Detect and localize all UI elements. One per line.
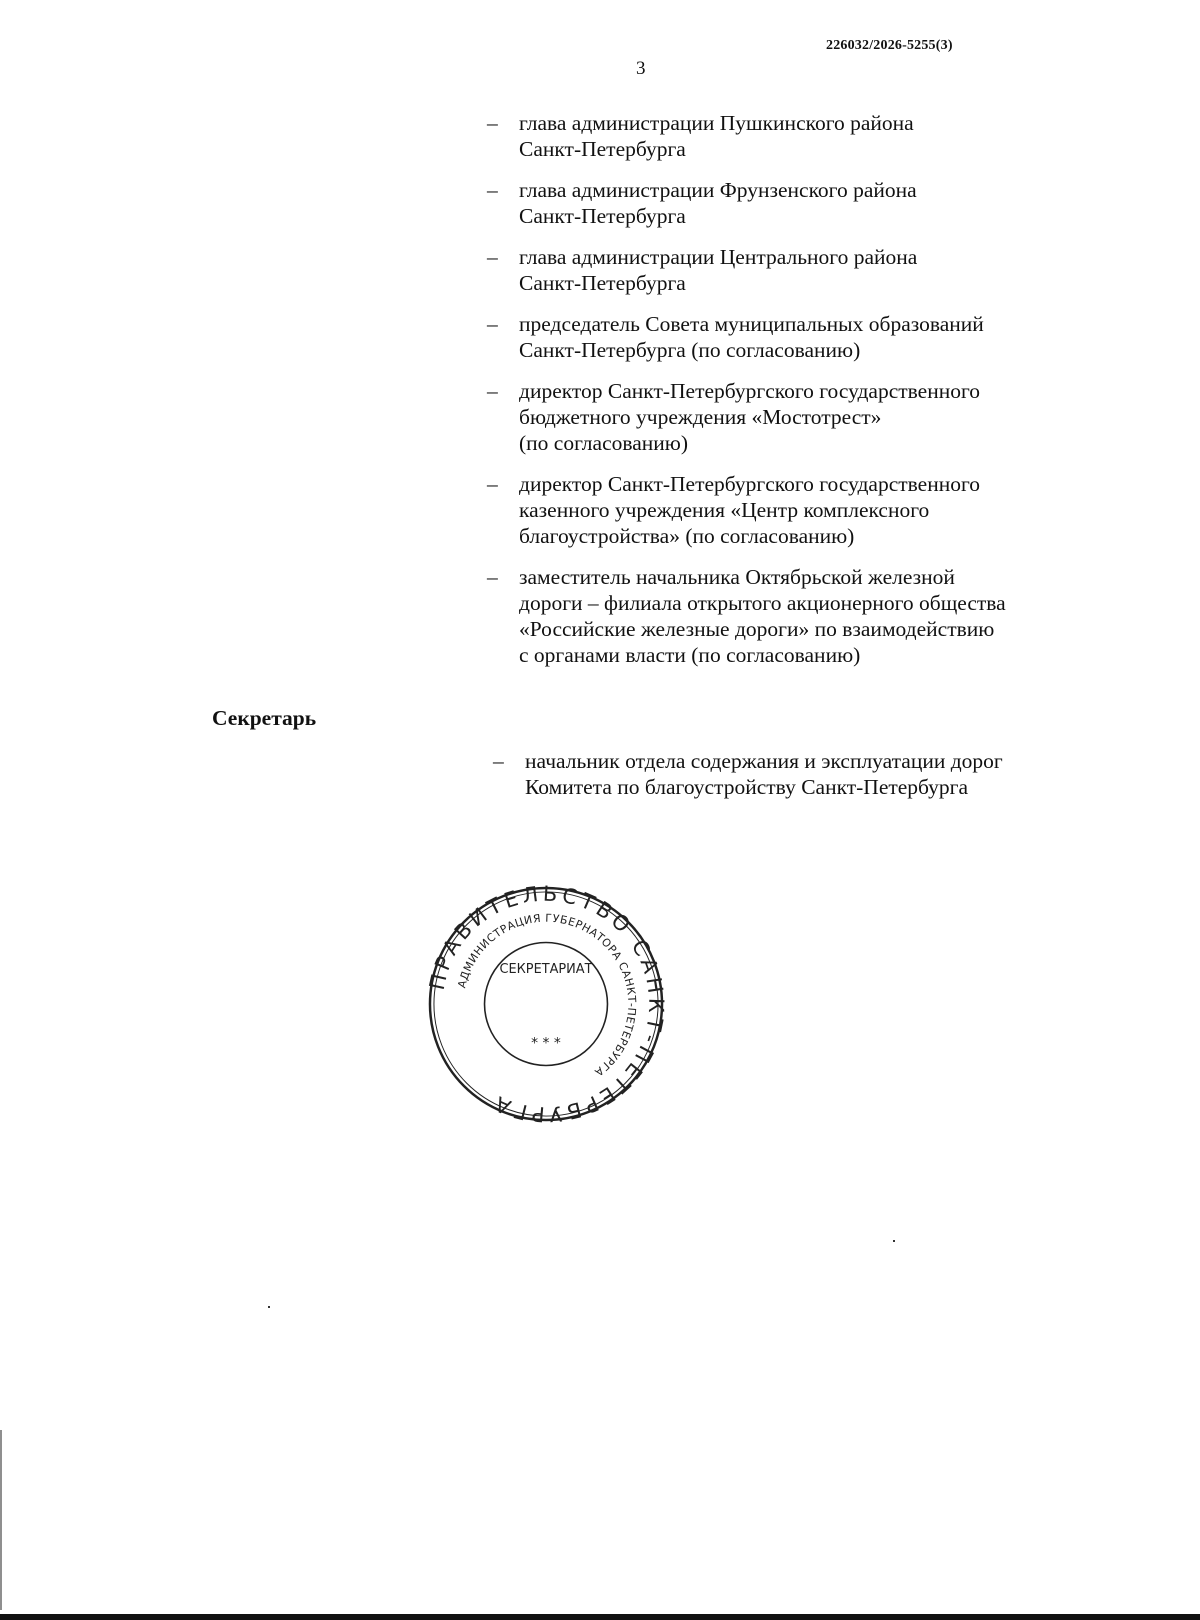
seal-stars: * * * — [531, 1035, 561, 1052]
member-line: (по согласованию) — [519, 431, 689, 455]
member-line: с органами власти (по согласованию) — [519, 643, 861, 667]
seal-inner-text: АДМИНИСТРАЦИЯ ГУБЕРНАТОРА САНКТ-ПЕТЕРБУРГА — [455, 911, 639, 1080]
svg-text:АДМИНИСТРАЦИЯ ГУБЕРНАТОРА САНК — [455, 912, 638, 1079]
member-line: благоустройства» (по согласованию) — [519, 524, 855, 548]
secretary-label: Секретарь — [212, 706, 317, 730]
document-number: 226032/2026-5255(3) — [826, 38, 953, 53]
member-line: казенного учреждения «Центр комплексного — [519, 498, 930, 522]
list-dash: – — [487, 379, 498, 403]
member-line: глава администрации Фрунзенского района — [519, 178, 917, 202]
list-item — [487, 177, 1087, 229]
seal-outer-text: ПРАВИТЕЛЬСТВО СА Т-ПЕТЕРБУРГА — [427, 885, 665, 1123]
list-item — [487, 110, 1087, 162]
list-item — [487, 378, 1087, 456]
member-line: председатель Совета муниципальных образований — [519, 312, 984, 336]
secretary-line-1: начальник отдела содержания и эксплуатации дорог — [525, 749, 1003, 773]
list-item — [487, 564, 1087, 668]
member-line: дороги – филиала открытого акционерного общества — [519, 591, 1006, 615]
seal-center-text: СЕКРЕТАРИАТ — [499, 962, 593, 978]
members-list — [487, 110, 1087, 668]
scan-bottom-border — [0, 1614, 1200, 1620]
member-line: Санкт-Петербурга (по согласованию) — [519, 338, 861, 362]
scan-speck — [268, 1306, 270, 1308]
member-line: Санкт-Петербурга — [519, 204, 686, 228]
member-line: «Российские железные дороги» по взаимодействию — [519, 617, 995, 641]
list-item — [487, 471, 1087, 549]
member-line: глава администрации Центрального района — [519, 245, 918, 269]
list-dash: – — [487, 312, 498, 336]
official-seal — [427, 885, 665, 1123]
member-line: бюджетного учреждения «Мостотрест» — [519, 405, 882, 429]
member-line: директор Санкт-Петербургского государственного — [519, 472, 981, 496]
list-dash: – — [487, 178, 498, 202]
list-dash: – — [493, 749, 504, 773]
list-item — [487, 311, 1087, 363]
list-dash: – — [487, 245, 498, 269]
list-dash: – — [487, 565, 498, 589]
secretary-line-2: Комитета по благоустройству Санкт-Петербурга — [525, 775, 969, 799]
list-dash: – — [487, 111, 498, 135]
list-dash: – — [487, 472, 498, 496]
member-line: Санкт-Петербурга — [519, 137, 686, 161]
secretary-entry — [493, 748, 1093, 800]
member-line: директор Санкт-Петербургского государственного — [519, 379, 981, 403]
member-line: заместитель начальника Октябрьской железной — [519, 565, 955, 589]
member-line: Санкт-Петербурга — [519, 271, 686, 295]
list-item — [487, 244, 1087, 296]
scan-speck — [893, 1240, 895, 1242]
page-number: 3 — [636, 58, 646, 79]
scan-edge — [0, 1430, 2, 1610]
member-line: глава администрации Пушкинского района — [519, 111, 914, 135]
